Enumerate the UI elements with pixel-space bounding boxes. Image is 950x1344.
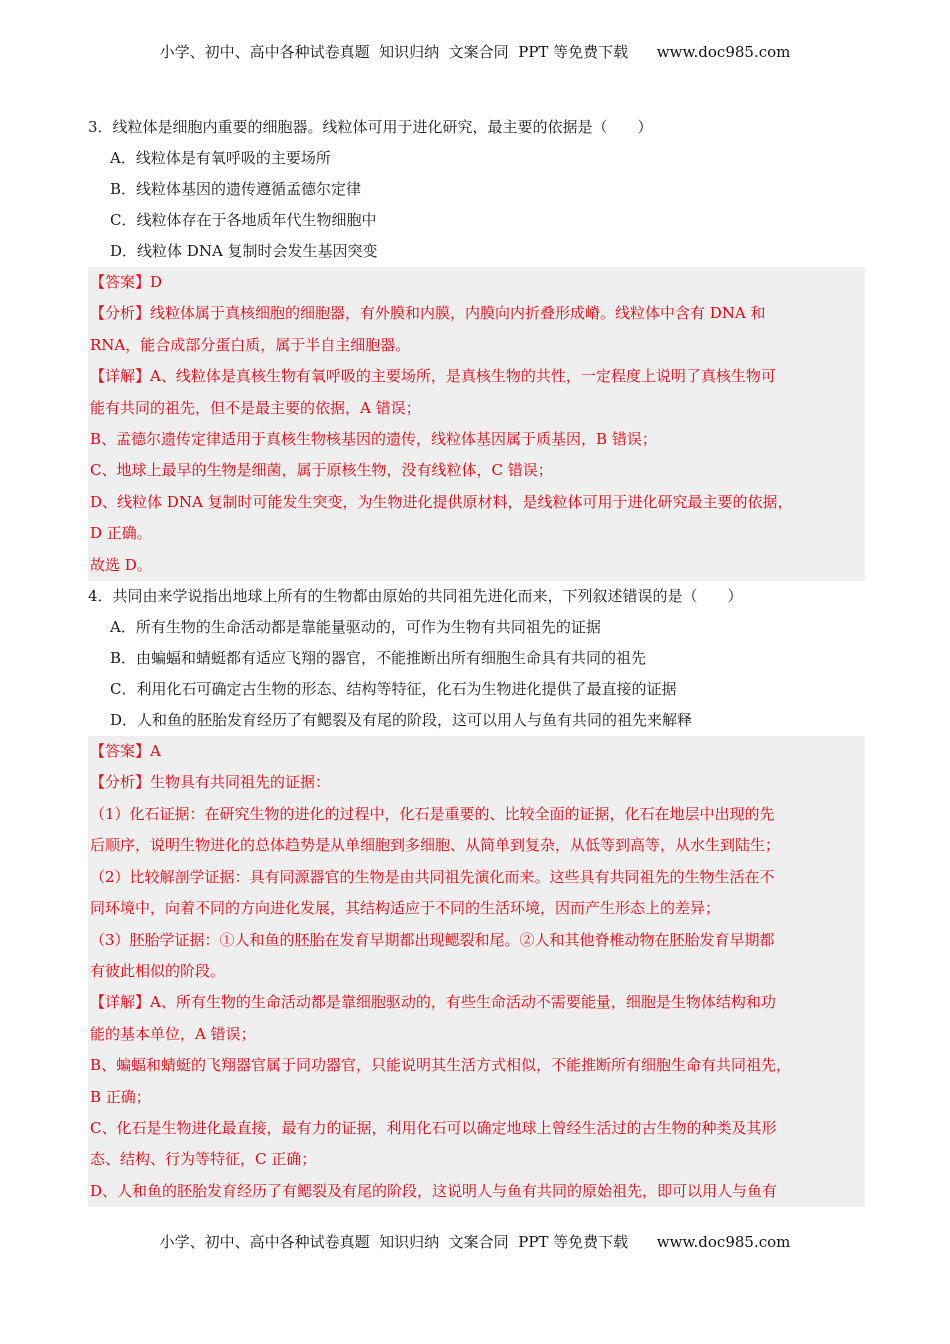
q3-analysis-line: 【分析】线粒体属于真核细胞的细胞器，有外膜和内膜，内膜向内折叠形成嵴。线粒体中含有 DNA 和 [90, 304, 766, 323]
q4-analysis-line: 后顺序，说明生物进化的总体趋势是从单细胞到多细胞、从简单到复杂，从低等到高等，从水生到陆生； [90, 836, 781, 855]
q4-answer: 【答案】A [90, 742, 161, 761]
q4-analysis-line: 有彼此相似的阶段。 [90, 961, 226, 980]
q4-detail-line: 【详解】A、所有生物的生命活动都是靠细胞驱动的，有些生命活动不需要能量，细胞是生物体结构和功 [90, 993, 776, 1012]
document-body [88, 112, 865, 1207]
question-4-stem: 4．共同由来学说指出地球上所有的生物都由原始的共同祖先进化而来，下列叙述错误的是（ ） [88, 587, 743, 606]
q4-analysis-line: （1）化石证据：在研究生物的进化的过程中，化石是重要的、比较全面的证据，化石在地层中出现的先 [90, 804, 775, 823]
question-4-solution [88, 736, 865, 1207]
q4-option-d: D．人和鱼的胚胎发育经历了有鳃裂及有尾的阶段，这可以用人与鱼有共同的祖先来解释 [110, 711, 693, 730]
q4-analysis-line: （3）胚胎学证据：①人和鱼的胚胎在发育早期都出现鳃裂和尾。②人和其他脊椎动物在胚胎发育早期都 [90, 930, 775, 949]
q3-analysis-line: RNA，能合成部分蛋白质，属于半自主细胞器。 [90, 335, 411, 354]
page-header: 小学、初中、高中各种试卷真题 知识归纳 文案合同 PPT 等免费下载 www.doc985.com [159, 43, 791, 61]
q3-answer: 【答案】D [90, 273, 163, 291]
q3-option-b: B．线粒体基因的遗传遵循孟德尔定律 [110, 180, 362, 198]
q3-conclusion: 故选 D。 [90, 555, 152, 574]
q3-detail-line: C、地球上最早的生物是细菌，属于原核生物，没有线粒体，C 错误； [90, 461, 553, 480]
q3-detail-line: B、孟德尔遗传定律适用于真核生物核基因的遗传，线粒体基因属于质基因，B 错误； [90, 430, 657, 449]
question-3-stem: 3．线粒体是细胞内重要的细胞器。线粒体可用于进化研究，最主要的依据是（ ） [88, 118, 653, 136]
question-3-solution [88, 267, 865, 581]
q4-analysis-line: 同环境中，向着不同的方向进化发展，其结构适应于不同的生活环境，因而产生形态上的差异； [90, 899, 721, 918]
q4-detail-line: B 正确； [90, 1087, 151, 1106]
q4-option-b: B．由蝙蝠和蜻蜓都有适应飞翔的器官，不能推断出所有细胞生命具有共同的祖先 [110, 649, 647, 668]
q4-detail-line: 态、结构、行为等特征，C 正确； [90, 1150, 317, 1169]
q4-option-a: A．所有生物的生命活动都是靠能量驱动的，可作为生物有共同祖先的证据 [110, 618, 601, 637]
q3-detail-line: 【详解】A、线粒体是真核生物有氧呼吸的主要场所，是真核生物的共性，一定程度上说明了真核生物可 [90, 367, 776, 386]
question-3-options [88, 143, 865, 267]
q4-analysis-line: （2）比较解剖学证据：具有同源器官的生物是由共同祖先演化而来。这些具有共同祖先的生物生活在不 [90, 867, 775, 886]
q4-detail-line: D、人和鱼的胚胎发育经历了有鳃裂及有尾的阶段，这说明人与鱼有共同的原始祖先，即可以用人与鱼有 [90, 1181, 778, 1200]
page-footer: 小学、初中、高中各种试卷真题 知识归纳 文案合同 PPT 等免费下载 www.doc985.com [159, 1233, 791, 1251]
q3-option-c: C．线粒体存在于各地质年代生物细胞中 [110, 211, 377, 229]
q4-detail-line: B、蝙蝠和蜻蜓的飞翔器官属于同功器官，只能说明其生活方式相似，不能推断所有细胞生命有共同祖先， [90, 1056, 792, 1075]
q3-detail-line: D、线粒体 DNA 复制时可能发生突变，为生物进化提供原材料，是线粒体可用于进化研究最主要的依据， [90, 492, 793, 511]
q3-detail-line: 能有共同的祖先，但不是最主要的依据，A 错误； [90, 398, 421, 417]
q4-detail-line: 能的基本单位，A 错误； [90, 1024, 256, 1043]
q4-analysis-line: 【分析】生物具有共同祖先的证据： [90, 773, 331, 792]
q4-detail-line: C、化石是生物进化最直接，最有力的证据，利用化石可以确定地球上曾经生活过的古生物的种类及其形 [90, 1118, 777, 1137]
q4-option-c: C．利用化石可确定古生物的形态、结构等特征，化石为生物进化提供了最直接的证据 [110, 680, 677, 699]
q3-detail-line: D 正确。 [90, 524, 152, 543]
question-4-options [88, 612, 865, 736]
q3-option-d: D．线粒体 DNA 复制时会发生基因突变 [110, 242, 378, 260]
q3-option-a: A．线粒体是有氧呼吸的主要场所 [110, 149, 331, 167]
